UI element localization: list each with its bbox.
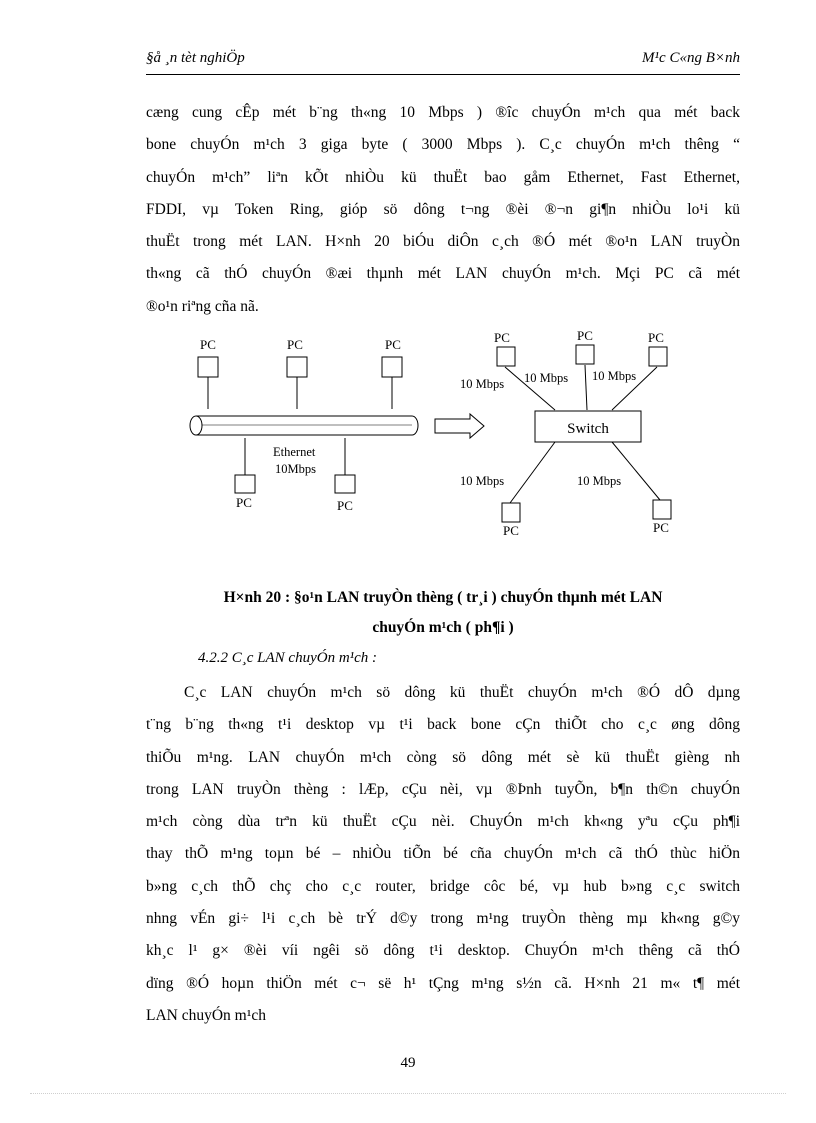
section-heading: 4.2.2 C¸c LAN chuyÓn m¹ch :	[198, 650, 378, 666]
text-line: b»ng c¸ch thÕ chç cho c¸c router, bridge côc bé, vµ hub b»ng c¸c switch	[146, 877, 740, 895]
page-header	[146, 50, 740, 74]
caption-line: H×nh 20 : §o¹n LAN truyÒn thèng ( tr¸i ) chuyÓn thµnh mét LAN	[223, 589, 663, 606]
pc-icon	[576, 345, 594, 364]
text-line: t¨ng b¨ng th«ng t¹i desktop vµ t¹i back bone cÇn thiÕt cho c¸c øng dông	[146, 716, 740, 734]
paragraph-1	[146, 97, 740, 323]
pc-icon	[198, 357, 218, 377]
ethernet-speed-label: 10Mbps	[275, 462, 316, 476]
pc-icon	[335, 475, 355, 493]
switched-lan	[460, 328, 671, 538]
text-line: FDDI, vµ Token Ring, gióp sö dông t¬ng ®èi ®¬n gi¶n nhiÒu lo¹i kü	[146, 200, 740, 218]
link-speed-label: 10 Mbps	[524, 371, 569, 385]
traditional-lan	[190, 337, 418, 513]
page-number: 49	[400, 1055, 416, 1071]
link-speed-label: 10 Mbps	[592, 369, 637, 383]
text-line: thay thÕ m¹ng toµn bé – nhiÒu tiÕn bé cña chuyÓn m¹ch cã thÓ thùc hiÖn	[146, 845, 740, 863]
switch-label: Switch	[567, 421, 609, 437]
arrow-icon	[435, 414, 484, 438]
header-title: §å ¸n tèt nghiÖp	[146, 50, 245, 66]
pc-icon	[382, 357, 402, 377]
text-line: ®o¹n riªng cña nã.	[146, 297, 259, 315]
link-speed-label: 10 Mbps	[460, 377, 505, 391]
text-line: kh¸c l¹ g× ®èi víi ngêi sö dông t¹i desktop. ChuyÓn m¹ch thêng cã thÓ	[146, 942, 740, 960]
header-divider	[146, 74, 740, 75]
pc-label: PC	[503, 523, 519, 538]
text-line: th«ng cã thÓ chuyÓn ®æi thµnh mét LAN chuyÓn m¹ch. Mçi PC cã mét	[146, 265, 740, 283]
pc-icon	[497, 347, 515, 366]
text-line: chuyÓn m¹ch” liªn kÕt nhiÒu kü thuËt bao gåm Ethernet, Fast Ethernet,	[146, 168, 740, 186]
ethernet-label: Ethernet	[273, 445, 316, 459]
pc-icon	[287, 357, 307, 377]
figure-caption	[146, 583, 740, 643]
text-line: C¸c LAN chuyÓn m¹ch sö dông kü thuËt chuyÓn m¹ch ®Ó dÔ dµng	[184, 684, 740, 701]
link-speed-label: 10 Mbps	[460, 474, 505, 488]
pc-label: PC	[494, 330, 510, 345]
text-line: m¹ch còng dùa trªn kü thuËt cÇu nèi. ChuyÓn m¹ch kh«ng yªu cÇu ph¶i	[146, 813, 740, 831]
pc-label: PC	[236, 495, 252, 510]
header-author: M¹c C«ng B×nh	[642, 50, 740, 66]
pc-icon	[653, 500, 671, 519]
text-line: cæng cung cÊp mét b¨ng th«ng 10 Mbps ) ®îc chuyÓn m¹ch qua mét back	[146, 104, 740, 121]
text-line: trong LAN truyÒn thèng : lÆp, cÇu nèi, vµ ®Þnh tuyÕn, b¶n th©n chuyÓn	[146, 780, 740, 798]
pc-label: PC	[648, 330, 664, 345]
ethernet-cable	[190, 416, 418, 435]
pc-label: PC	[337, 498, 353, 513]
pc-icon	[502, 503, 520, 522]
link-speed-label: 10 Mbps	[577, 474, 622, 488]
text-line: nhng vÉn gi÷ l¹i c¸ch bè trÝ d©y trong m¹ng truyÒn thèng mµ kh«ng g©y	[146, 910, 740, 928]
pc-label: PC	[577, 328, 593, 343]
caption-line: chuyÓn m¹ch ( ph¶i )	[372, 619, 514, 636]
text-line: thiÕu m¹ng. LAN chuyÓn m¹ch còng sö dông mét sè kü thuËt gièng nh	[146, 748, 740, 766]
paragraph-2	[146, 677, 740, 1032]
lan-diagram	[180, 325, 700, 545]
page-bottom-border	[30, 1093, 786, 1094]
pc-label: PC	[385, 337, 401, 352]
pc-label: PC	[287, 337, 303, 352]
pc-icon	[235, 475, 255, 493]
text-line: thuËt trong mét LAN. H×nh 20 biÓu diÔn c¸ch ®Ó mét ®o¹n LAN truyÒn	[146, 233, 740, 251]
text-line: dïng ®Ó hoµn thiÖn mét c¬ së h¹ tÇng m¹ng s½n cã. H×nh 21 m« t¶ mét	[146, 974, 740, 992]
text-line: LAN chuyÓn m¹ch	[146, 1006, 267, 1024]
pc-icon	[649, 347, 667, 366]
pc-label: PC	[200, 337, 216, 352]
pc-label: PC	[653, 520, 669, 535]
text-line: bone chuyÓn m¹ch 3 giga byte ( 3000 Mbps ). C¸c chuyÓn m¹ch thêng “	[146, 136, 740, 154]
